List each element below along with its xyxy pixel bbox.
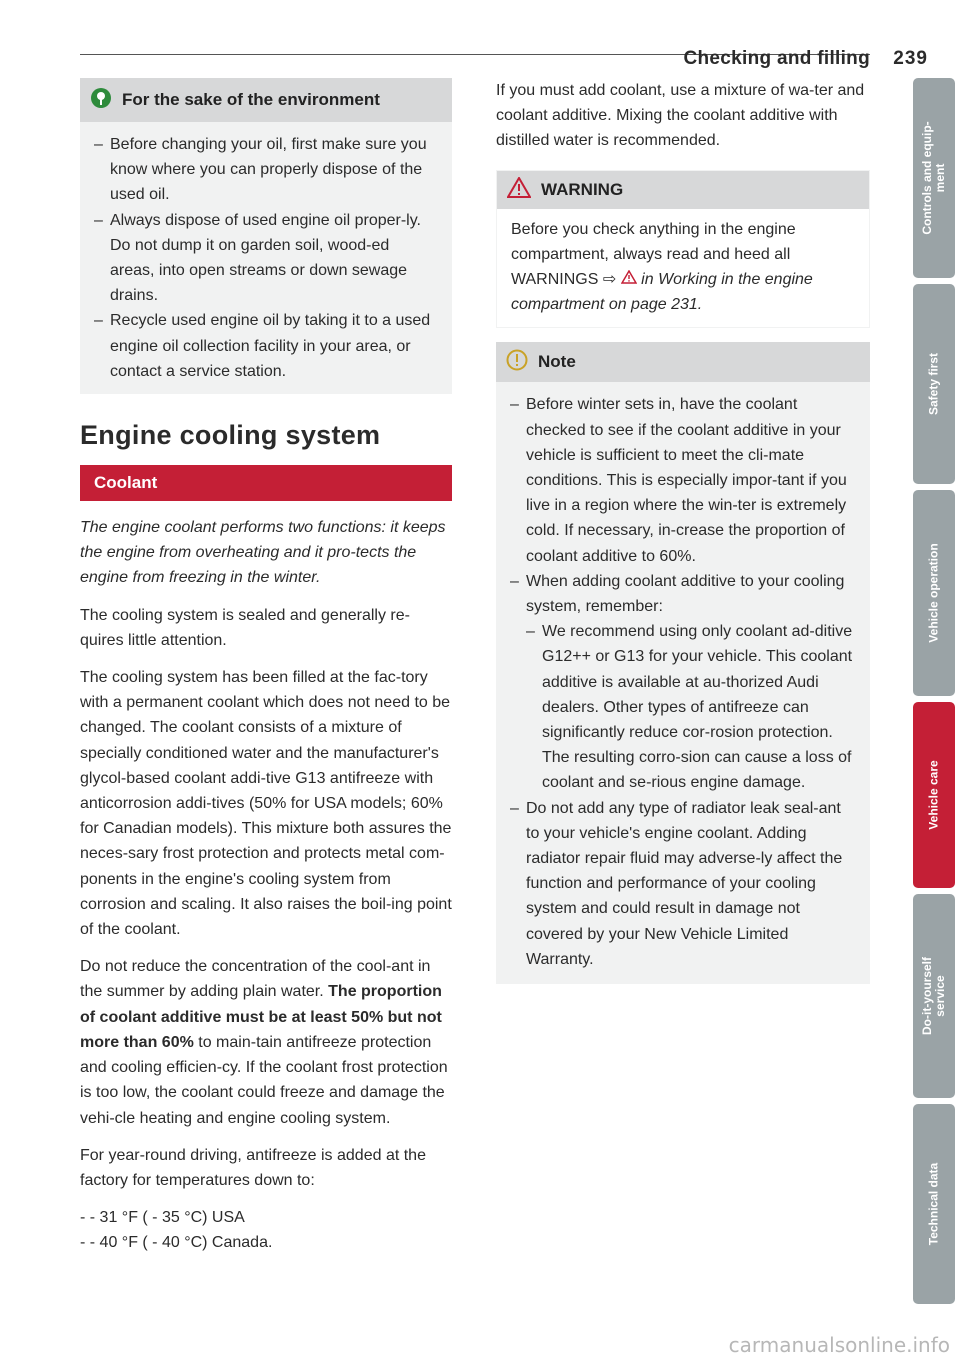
- bold-emphasis: The proportion of coolant additive must be at least 50% but not more than 60%: [80, 983, 442, 1051]
- warning-box: [496, 170, 870, 329]
- environment-box-title: For the sake of the environment: [122, 90, 380, 109]
- list-item: - - 31 °F ( - 35 °C) USA: [80, 1209, 245, 1227]
- paragraph: The cooling system has been filled at the fac-tory with a permanent coolant which does not need to be changed. The coolant consists of a mixture of specially conditioned water and the manufacturer's glycol-based coolant addi-tive G13 antifreeze with anticorrosion addi-tives (50% for USA models; 60% for Canadian models). This mixture both assures the neces-sary frost protection and protects metal com-ponents in the engine's cooling system from corrosion and scaling. It also raises the boil-ing point of the coolant.: [80, 669, 452, 939]
- tab-vehicle-operation[interactable]: Vehicle operation: [913, 490, 955, 696]
- paragraph-text: Do not reduce the concentration of the cool-ant in the summer by adding plain water.: [80, 958, 431, 1001]
- environment-box-header: [80, 78, 452, 122]
- paragraph: The cooling system is sealed and generally re-quires little attention.: [80, 606, 410, 649]
- right-column: [496, 78, 870, 984]
- note-box-header: [496, 342, 870, 382]
- temperature-list: [80, 1205, 452, 1255]
- warning-box-header: [497, 171, 869, 209]
- warning-title: WARNING: [541, 179, 624, 199]
- list-item: – We recommend using only coolant ad-ditive G12++ or G13 for your vehicle. This coolant additive is available at au-thorized Audi dealers. Other types of antifreeze can significantly reduce cor-rosion protection. The resulting corro-sion can cause a loss of coolant and se-rious engine damage.: [526, 619, 856, 795]
- list-item: – Do not add any type of radiator leak seal-ant to your vehicle's engine coolant. Adding radiator repair fluid may adverse-ly affect the function and performance of your cooling system and could result in damage not covered by your New Vehicle Limited Warranty.: [510, 796, 856, 972]
- warning-triangle-icon: [507, 177, 531, 203]
- page-number: 239: [893, 48, 928, 69]
- list-item: – Before changing your oil, first make sure you know where you can properly dispose of the used oil.: [94, 132, 438, 208]
- note-icon: [506, 349, 528, 376]
- section-heading: Checking and filling: [683, 48, 870, 69]
- tab-vehicle-care[interactable]: Vehicle care: [913, 702, 955, 888]
- list-item: – Recycle used engine oil by taking it to a used engine oil collection facility in your area, or contact a service station.: [94, 308, 438, 384]
- intro-paragraph: If you must add coolant, use a mixture of wa-ter and coolant additive. Mixing the coolant additive with distilled water is recommended.: [496, 82, 865, 150]
- tab-technical-data[interactable]: Technical data: [913, 1104, 955, 1304]
- list-item: – Always dispose of used engine oil proper-ly. Do not dump it on garden soil, wood-ed areas, into open streams or down sewage drains.: [94, 208, 438, 309]
- paragraph: [80, 954, 452, 1130]
- list-item: [510, 569, 856, 796]
- page-reference-link[interactable]: in Working in the engine compartment on page 231.: [511, 271, 813, 314]
- warning-inline-icon: [621, 271, 637, 288]
- note-box: [496, 342, 870, 984]
- subsection-title: Coolant: [94, 473, 158, 493]
- list-item-text: When adding coolant additive to your cooling system, remember:: [526, 572, 845, 616]
- paragraph-text: to main-tain antifreeze protection and cooling efficien-cy. If the coolant frost protection is too low, the coolant could freeze and damage the vehi-cle heating and engine cooling system.: [80, 1033, 448, 1127]
- list-item: – Before winter sets in, have the coolant checked to see if the coolant additive in your vehicle is sufficient to meet the cli-mate conditions. This is especially impor-tant if you live in a region where the win-ter is extremely cold. If necessary, in-crease the proportion of coolant additive to 60%.: [510, 392, 856, 568]
- environment-list: [80, 122, 452, 384]
- subsection-bar: [80, 465, 452, 501]
- tab-safety-first[interactable]: Safety first: [913, 284, 955, 484]
- note-sublist: [526, 619, 856, 795]
- list-item: - - 40 °F ( - 40 °C) Canada.: [80, 1234, 273, 1252]
- reference-arrow-icon: ⇨: [602, 271, 617, 289]
- environment-icon: [90, 87, 112, 114]
- section-title: Engine cooling system: [80, 420, 381, 451]
- environment-box: [80, 78, 452, 394]
- paragraph: For year-round driving, antifreeze is added at the factory for temperatures down to:: [80, 1146, 426, 1189]
- watermark: carmanualsonline.info: [728, 1333, 950, 1357]
- warning-text: [497, 209, 869, 318]
- tab-controls-and-equipment[interactable]: Controls and equip- ment: [913, 78, 955, 278]
- note-list: [496, 382, 870, 972]
- tab-do-it-yourself-service[interactable]: Do-it-yourself service: [913, 894, 955, 1098]
- left-column: [80, 78, 452, 1256]
- note-title: Note: [538, 352, 576, 372]
- warning-text-start: Before you check anything in the engine compartment, always read and heed all WARNINGS: [511, 220, 796, 289]
- intro-paragraph: The engine coolant performs two functions: it keeps the engine from overheating and it pro-tects the engine from freezing in the winter.: [80, 519, 446, 587]
